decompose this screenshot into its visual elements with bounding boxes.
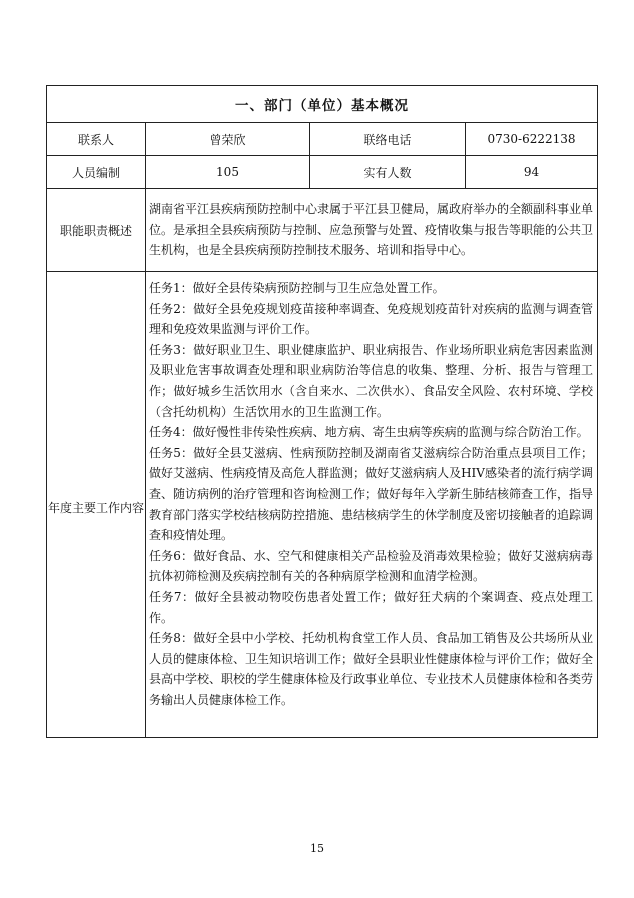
task-item-1: 任务1：做好全县传染病预防控制与卫生应急处置工作。 <box>149 281 445 295</box>
duties-text: 湖南省平江县疾病预防控制中心隶属于平江县卫健局，属政府举办的全额副科事业单位。是承担全县疾病预防与控制、应急预警与处置、疫情收集与报告等职能的公共卫生机构，也是全县疾病预防控制技术服务、培训和指导中心。 <box>146 189 598 272</box>
phone-value: 0730-6222138 <box>466 123 598 156</box>
authorized-staff-value: 105 <box>146 156 310 189</box>
annual-work-content <box>146 272 598 738</box>
overview-sheet <box>46 85 597 738</box>
task-item-6: 任务6：做好食品、水、空气和健康相关产品检验及消毒效果检验；做好艾滋病病毒抗体初筛检测及疾病控制有关的各种病原学检测和血清学检测。 <box>149 548 593 584</box>
authorized-staff-label: 人员编制 <box>47 156 146 189</box>
task-item-7: 任务7：做好全县被动物咬伤患者处置工作；做好狂犬病的个案调查、疫点处理工作。 <box>149 589 593 625</box>
task-item-4: 任务4：做好慢性非传染性疾病、地方病、寄生虫病等疾病的监测与综合防治工作。 <box>149 425 589 440</box>
actual-staff-label: 实有人数 <box>310 156 466 189</box>
duties-label: 职能职责概述 <box>47 189 146 272</box>
annual-work-label: 年度主要工作内容 <box>47 272 146 738</box>
page-number: 15 <box>310 842 324 855</box>
task-item-2: 任务2：做好全县免疫规划疫苗接种率调查、免疫规划疫苗针对疾病的监测与调查管理和免疫效果监测与评价工作。 <box>149 301 593 337</box>
contact-name: 曾荣欣 <box>146 123 310 156</box>
task-item-3: 任务3：做好职业卫生、职业健康监护、职业病报告、作业场所职业病危害因素监测及职业危害事故调查处理和职业病防治等信息的收集、整理、分析、报告与管理工作；做好城乡生活饮用水（含自来水、二次供水）、食品安全风险、农村环境、学校（含托幼机构）生活饮用水的卫生监测工作。 <box>149 342 593 419</box>
section-title: 一、部门（单位）基本概况 <box>47 86 598 123</box>
contact-label: 联系人 <box>47 123 146 156</box>
task-item-8: 任务8：做好全县中小学校、托幼机构食堂工作人员、食品加工销售及公共场所从业人员的健康体检、卫生知识培训工作；做好全县职业性健康体检与评价工作；做好全县高中学校、职校的学生健康体检及行政事业单位、专业技术人员健康体检和各类劳务输出人员健康体检工作。 <box>149 631 594 707</box>
phone-label: 联络电话 <box>310 123 466 156</box>
overview-table <box>46 85 598 738</box>
task-item-5: 任务5：做好全县艾滋病、性病预防控制及湖南省艾滋病综合防治重点县项目工作；做好艾滋病、性病疫情及高危人群监测；做好艾滋病病人及HIV感染者的流行病学调查、随访病例的治疗管理和咨询检测工作；做好每年入学新生肺结核筛查工作，指导教育部门落实学校结核病防控措施、患结核病学生的休学制度及密切接触者的追踪调查和疫情处理。 <box>149 445 594 543</box>
actual-staff-value: 94 <box>466 156 598 189</box>
